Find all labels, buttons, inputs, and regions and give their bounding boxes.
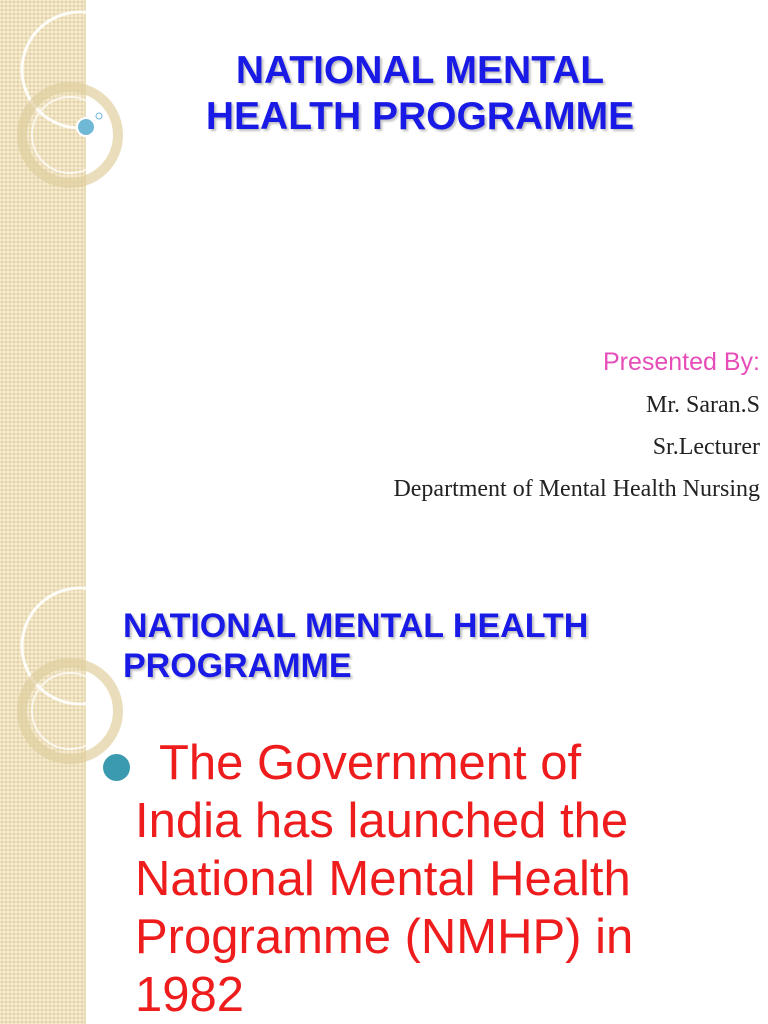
bullet-icon bbox=[103, 754, 130, 781]
bullet-line-1: The Government of bbox=[159, 736, 582, 790]
slide-title-line-2: HEALTH PROGRAMME bbox=[205, 95, 635, 138]
author-department: Department of Mental Health Nursing bbox=[393, 476, 760, 502]
slide-heading bbox=[123, 606, 743, 686]
bubble-icon bbox=[77, 118, 95, 136]
slide-heading-line-2: PROGRAMME bbox=[123, 647, 352, 685]
slide-heading-line-1: NATIONAL MENTAL HEALTH bbox=[123, 607, 589, 645]
author-name: Mr. Saran.S bbox=[646, 392, 760, 418]
decorative-rings bbox=[0, 576, 130, 776]
slide-title-line-1: NATIONAL MENTAL bbox=[235, 49, 605, 92]
bullet-line-2: India has launched the bbox=[135, 794, 629, 848]
content-slide bbox=[0, 576, 768, 1024]
bullet-text bbox=[135, 734, 765, 1024]
bullet-line-4: Programme (NMHP) in bbox=[135, 910, 634, 964]
decorative-rings bbox=[0, 0, 130, 200]
slide-title bbox=[150, 48, 690, 140]
bullet-line-5: 1982 bbox=[135, 968, 245, 1022]
author-role: Sr.Lecturer bbox=[652, 434, 760, 460]
bullet-line-3: National Mental Health bbox=[135, 852, 631, 906]
presented-by-label: Presented By: bbox=[602, 348, 760, 376]
